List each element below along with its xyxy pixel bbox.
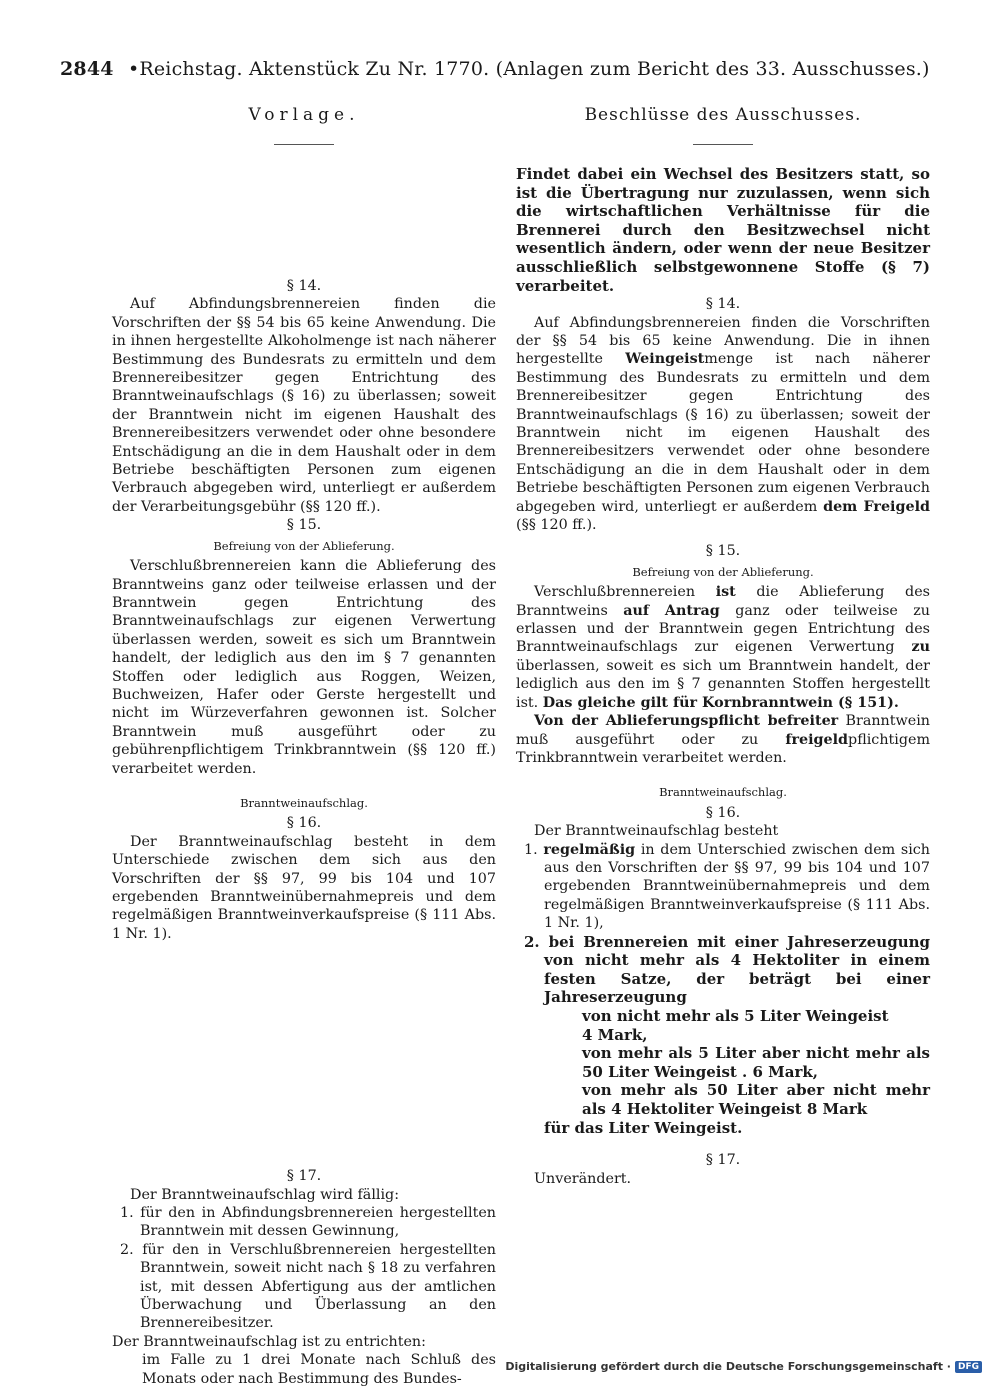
page-number: 2844: [60, 58, 114, 80]
rate-row: von nicht mehr als 5 Liter Weingeist: [582, 1006, 889, 1025]
left-s15-subtitle: Befreiung von der Ablieferung.: [213, 538, 395, 553]
right-column: [516, 100, 930, 1188]
footer-text: Digitalisierung gefördert durch die Deutsche Forschungsgemeinschaft ·: [505, 1360, 951, 1373]
right-s14-heading: § 14.: [705, 296, 741, 313]
right-s16-list: [516, 841, 930, 1007]
right-s14-text: Auf Abfindungsbrennereien finden die Vorschriften der §§ 54 bis 65 keine Anwendung. Die in ihnen hergestellte Weingeistmenge ist nach näherer Bestimmung des Bundesrats zu ermitteln und dem Brennereibesitzer gegen Entrichtung des Branntweinaufschlags (§ 16) zu überlassen; soweit der Branntwein nicht im eigenen Haushalt des Brennereibesitzers verwendet oder ohne besondere Entschädigung an die in dem Haushalt oder in dem Betriebe beschäftigten Personen zum eigenen Verbrauch abgegeben wird, unterliegt er außerdem dem Freigeld (§§ 120 ff.).: [516, 314, 931, 534]
left-s16-heading: § 16.: [286, 815, 322, 832]
rates-table: [516, 1007, 930, 1119]
left-s14-heading: § 14.: [286, 278, 322, 294]
header-title: •Reichstag. Aktenstück Zu Nr. 1770. (Anlagen zum Bericht des 33. Ausschusses.): [127, 58, 930, 80]
right-s16-intro: Der Branntweinaufschlag besteht: [534, 823, 779, 840]
list-item: 2. für den in Verschlußbrennereien hergestellten Branntwein, soweit nicht nach § 18 zu verfahren ist, mit dessen Abfertigung aus der amtlichen Überwachung und Überlassung an den Brennereibesitzer.: [120, 1241, 496, 1332]
right-s15-subtitle: Befreiung von der Ablieferung.: [632, 564, 814, 579]
right-s15-text-2: Von der Ablieferungspflicht befreiter Branntwein muß ausgeführt oder zu freigeldpflichtigem Trinkbranntwein verarbeitet werden.: [516, 713, 931, 766]
left-s17-list: [112, 1204, 496, 1333]
list-item: 2. bei Brennereien mit einer Jahreserzeugung von nicht mehr als 4 Hektoliter in einem festen Satze, der beträgt bei einer Jahreserzeugung: [524, 932, 930, 1007]
right-column-title: Beschlüsse des Ausschusses.: [584, 105, 862, 125]
dfg-logo: DFG: [955, 1361, 982, 1373]
left-s17-intro: Der Branntweinaufschlag wird fällig:: [130, 1186, 400, 1203]
left-s17-pay-detail: im Falle zu 1 drei Monate nach Schluß des Monats oder nach Bestimmung des Bundes-: [142, 1352, 496, 1387]
left-s16-subtitle: Branntweinaufschlag.: [240, 795, 368, 810]
left-s14-text: Auf Abfindungsbrennereien finden die Vorschriften der §§ 54 bis 65 keine Anwendung. Die in ihnen hergestellte Alkoholmenge ist nach näherer Bestimmung des Bundesrats zu ermitteln und dem Brennereibesitzer gegen Entrichtung des Branntweinaufschlags (§ 16) zu überlassen; soweit der Branntwein nicht im eigenen Haushalt des Brennereibesitzers verwendet oder ohne besondere Entschädigung an die in dem Haushalt oder in dem Betriebe beschäftigten Personen zum eigenen Verbrauch abgegeben wird, unterliegt er außerdem der Verarbeitungsgebühr (§§ 120 ff.).: [112, 296, 496, 515]
digitization-footer: [505, 1360, 982, 1373]
list-item: 1. für den in Abfindungsbrennereien hergestellten Branntwein mit dessen Gewinnung,: [120, 1205, 496, 1240]
right-s16-heading: § 16.: [705, 804, 741, 821]
left-s15-text: Verschlußbrennereien kann die Ablieferung des Branntweins ganz oder teilweise erlassen und der Branntwein gegen Entrichtung des Branntweinaufschlags zur eigenen Verwertung überlassen werden, soweit es sich um Branntwein handelt, der lediglich aus den im § 7 genannten Stoffen oder lediglich aus Roggen, Weizen, Buchweizen, Hafer oder Gerste hergestellt und nicht im Würzeverfahren gewonnen ist. Solcher Branntwein muß ausgeführt oder zu gebührenpflichtigem Trinkbranntwein (§§ 120 ff.) verarbeitet werden.: [112, 558, 496, 777]
rate-value: 4 Mark,: [582, 1025, 648, 1044]
left-column-title: Vorlage.: [248, 105, 360, 125]
rate-row: von mehr als 50 Liter aber nicht mehr als 4 Hektoliter Weingeist 8 Mark: [582, 1081, 930, 1118]
page-header: [60, 58, 960, 80]
right-intro-bold: Findet dabei ein Wechsel des Besitzers statt, so ist die Übertragung nur zuzulassen, wenn sich die wirtschaftlichen Verhältnisse für die Brennerei durch den Besitzwechsel nicht wesentlich ändern, oder wenn der neue Besitzer ausschließlich selbstgewonnene Stoffe (§ 7) verarbeitet.: [516, 165, 930, 295]
left-column: [112, 100, 496, 1388]
left-s15-heading: § 15.: [286, 517, 322, 534]
right-s17-heading: § 17.: [705, 1152, 741, 1169]
list-item: 1. regelmäßig in dem Unterschied zwischen dem sich aus den Vorschriften der §§ 97, 99 bis 104 und 107 ergebenden Branntweinübernahmepreis und dem regelmäßigen Branntweinverkaufspreise (§ 111 Abs. 1 Nr. 1),: [524, 841, 930, 932]
left-s17-pay: Der Branntweinaufschlag ist zu entrichten:: [112, 1333, 426, 1350]
rate-row: von mehr als 5 Liter aber nicht mehr als 50 Liter Weingeist . 6 Mark,: [582, 1044, 930, 1081]
left-s17-heading: § 17.: [286, 1168, 322, 1185]
right-s15-text: Verschlußbrennereien ist die Ablieferung des Branntweins auf Antrag ganz oder teilweise zu erlassen und der Branntwein gegen Entrichtung des Branntweinaufschlags zur eigenen Verwertung zu überlassen, soweit es sich um Branntwein handelt, der lediglich aus den im § 7 genannten Stoffen hergestellt ist. Das gleiche gilt für Kornbranntwein (§ 151).: [516, 584, 931, 711]
right-s16-subtitle: Branntweinaufschlag.: [659, 785, 787, 800]
rate-end: für das Liter Weingeist.: [544, 1118, 743, 1137]
right-s15-heading: § 15.: [705, 543, 741, 560]
left-s16-text: Der Branntweinaufschlag besteht in dem Unterschiede zwischen dem sich aus den Vorschriften der §§ 97, 99 bis 104 und 107 ergebenden Branntweinübernahmepreis und dem regelmäßigen Branntweinverkaufspreise (§ 111 Abs. 1 Nr. 1).: [112, 833, 496, 942]
right-s17-text: Unverändert.: [534, 1170, 632, 1187]
